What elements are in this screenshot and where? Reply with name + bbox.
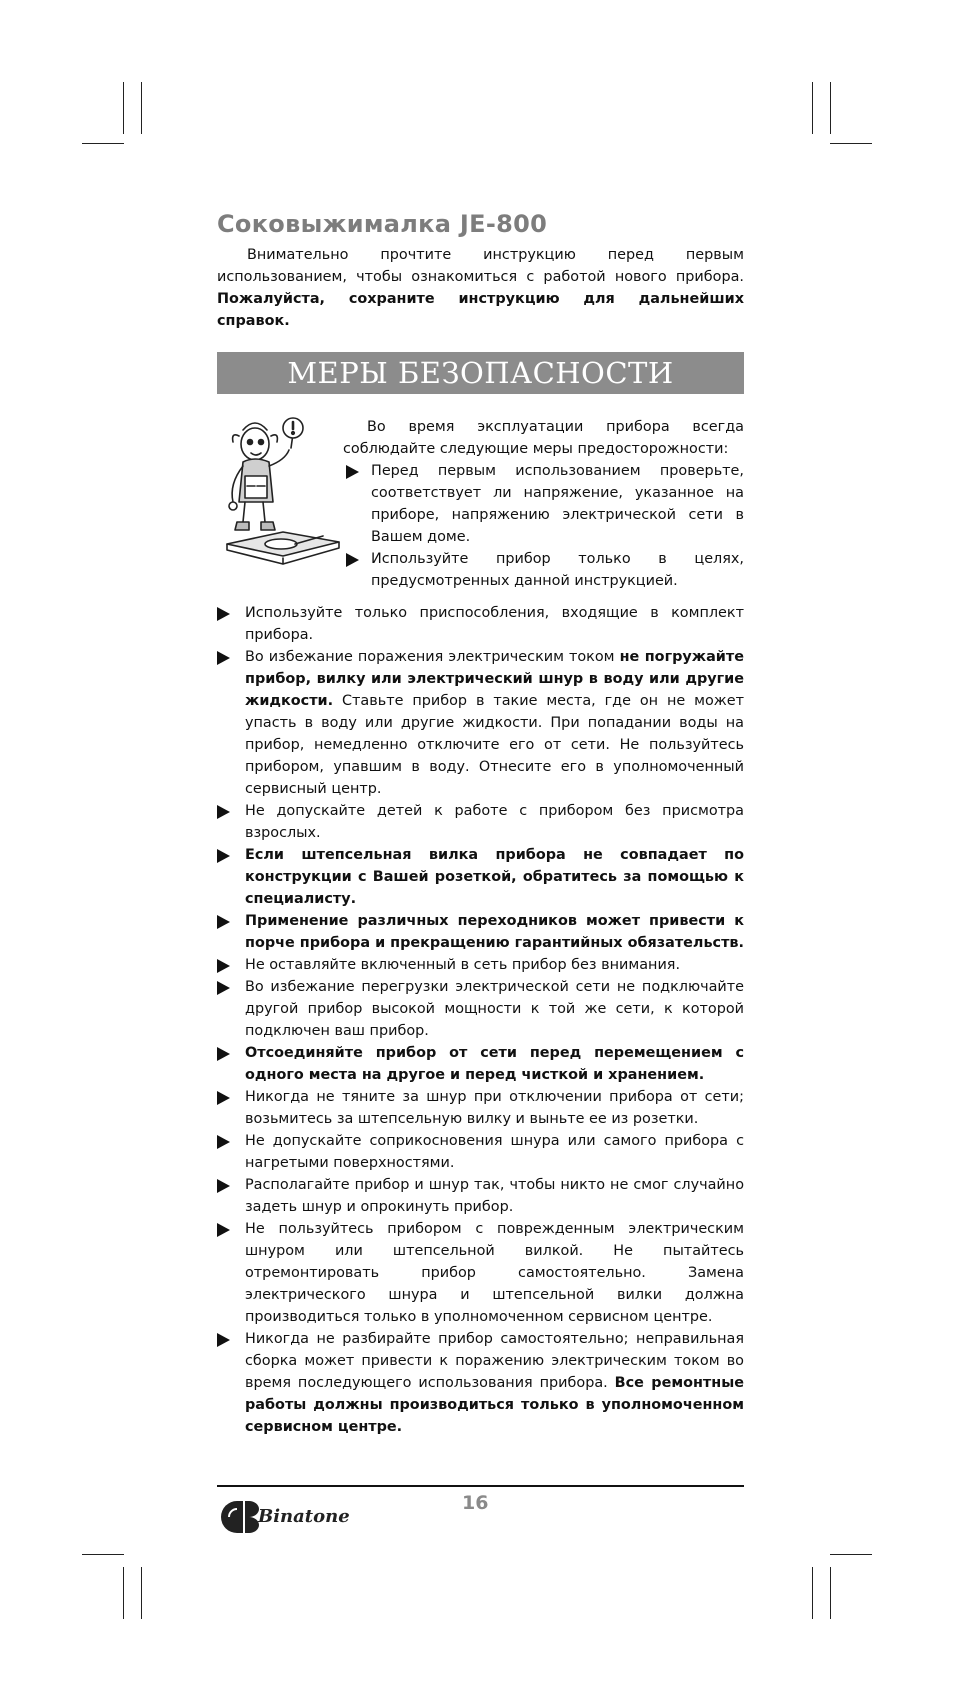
page-number: 16: [462, 1492, 489, 1514]
crop-mark: [830, 1567, 831, 1619]
footer-divider: [217, 1485, 744, 1487]
list-item-bold-text: Применение различных переходников может привести к порче прибора и прекращению гарантийных обязательств.: [245, 913, 745, 951]
list-item-bold-text: Если штепсельная вилка прибора не совпадает по конструкции с Вашей розеткой, обратитесь за помощью к специалисту.: [245, 847, 744, 907]
list-item: [343, 460, 744, 548]
list-item-text: Ставьте прибор в такие места, где он не может упасть в воду или другие жидкости. При попадании воды на прибор, немедленно отключите его от сети. Не пользуйтесь прибором, упавшим в воду. Отнесите его в уполномоченный сервисный центр.: [245, 693, 744, 797]
crop-mark: [830, 82, 831, 134]
bullet-arrow-icon: [217, 849, 230, 863]
list-item-text: Никогда не тяните за шнур при отключении прибора от сети; возьмитесь за штепсельную вилку и выньте ее из розетки.: [245, 1089, 744, 1127]
crop-mark: [830, 1554, 872, 1555]
list-item: [343, 548, 744, 592]
crop-mark: [123, 1567, 124, 1619]
document-title: Соковыжималка JE-800: [217, 210, 548, 238]
bullet-arrow-icon: [217, 1135, 230, 1149]
list-item: [217, 1086, 744, 1130]
list-item-text: Не пользуйтесь прибором с поврежденным электрическим шнуром или штепсельной вилкой. Не пытайтесь отремонтировать прибор самостоятельно. Замена электрического шнура и штепсельной вилки должна производиться только в уполномоченном сервисном центре.: [245, 1221, 744, 1325]
list-item-text: Не допускайте детей к работе с прибором без присмотра взрослых.: [245, 803, 744, 841]
list-item: [217, 1130, 744, 1174]
list-item-text: Располагайте прибор и шнур так, чтобы никто не смог случайно задеть шнур и опрокинуть прибор.: [245, 1177, 744, 1215]
crop-mark: [141, 1567, 142, 1619]
list-item-bold-text: Отсоединяйте прибор от сети перед перемещением с одного места на другое и перед чисткой и хранением.: [245, 1045, 744, 1083]
list-item: [217, 602, 744, 646]
safety-rules-list: [217, 602, 744, 1438]
list-item-bold-text: Все ремонтные работы должны производиться только в уполномоченном сервисном центре.: [245, 1375, 744, 1435]
list-item: [217, 1042, 744, 1086]
bullet-arrow-icon: [217, 915, 230, 929]
bullet-arrow-icon: [217, 607, 230, 621]
bullet-arrow-icon: [217, 1333, 230, 1347]
cartoon-man-warning-icon: [217, 416, 342, 571]
crop-mark: [812, 1567, 813, 1619]
list-item: [217, 910, 744, 954]
bullet-arrow-icon: [217, 1223, 230, 1237]
intro-bold-text: Пожалуйста, сохраните инструкцию для дальнейших справок.: [217, 291, 744, 329]
list-item: [217, 646, 744, 800]
intro-paragraph: [217, 244, 744, 332]
list-item: [217, 1218, 744, 1328]
bullet-arrow-icon: [217, 651, 230, 665]
list-item-text: Не оставляйте включенный в сеть прибор без внимания.: [245, 957, 681, 973]
crop-mark: [82, 143, 124, 144]
bullet-arrow-icon: [217, 1047, 230, 1061]
bullet-arrow-icon: [217, 981, 230, 995]
list-item-text: Во избежание поражения электрическим током: [245, 649, 620, 665]
crop-mark: [82, 1554, 124, 1555]
list-item-bold-text: не погружайте прибор, вилку или электрический шнур в воду или другие жидкости.: [245, 649, 744, 709]
crop-mark: [123, 82, 124, 134]
list-item: [217, 1174, 744, 1218]
list-item-text: Используйте только приспособления, входящие в комплект прибора.: [245, 605, 744, 643]
bullet-arrow-icon: [346, 465, 359, 479]
list-item: [217, 844, 744, 910]
bullet-arrow-icon: [346, 553, 359, 567]
safety-intro: Во время эксплуатации прибора всегда соблюдайте следующие меры предосторожности:: [343, 419, 744, 457]
list-item: [217, 1328, 744, 1438]
bullet-arrow-icon: [217, 805, 230, 819]
bullet-arrow-icon: [217, 1091, 230, 1105]
list-item: [217, 800, 744, 844]
intro-text: Внимательно прочтите инструкцию перед первым использованием, чтобы ознакомиться с работой нового прибора.: [217, 247, 744, 285]
list-item: [217, 976, 744, 1042]
list-item-text: Используйте прибор только в целях, предусмотренных данной инструкцией.: [371, 551, 744, 589]
bullet-arrow-icon: [217, 959, 230, 973]
safety-intro-block: [217, 416, 744, 602]
crop-mark: [830, 143, 872, 144]
section-heading: МЕРЫ БЕЗОПАСНОСТИ: [217, 352, 744, 394]
list-item-text: Перед первым использованием проверьте, соответствует ли напряжение, указанное на приборе, напряжению электрической сети в Вашем доме.: [371, 463, 744, 545]
safety-intro-text: [343, 416, 744, 592]
list-item-text: Не допускайте соприкосновения шнура или самого прибора с нагретыми поверхностями.: [245, 1133, 744, 1171]
list-item-text: Никогда не разбирайте прибор самостоятельно; неправильная сборка может привести к поражению электрическим током во время последующего использования прибора.: [245, 1331, 744, 1391]
list-item-text: Во избежание перегрузки электрической сети не подключайте другой прибор высокой мощности к той же сети, к которой подключен ваш прибор.: [245, 979, 744, 1039]
list-item: [217, 954, 744, 976]
bullet-arrow-icon: [217, 1179, 230, 1193]
crop-mark: [812, 82, 813, 134]
brand-name: Binatone: [258, 1506, 350, 1527]
crop-mark: [141, 82, 142, 134]
page-content: [217, 210, 744, 1438]
